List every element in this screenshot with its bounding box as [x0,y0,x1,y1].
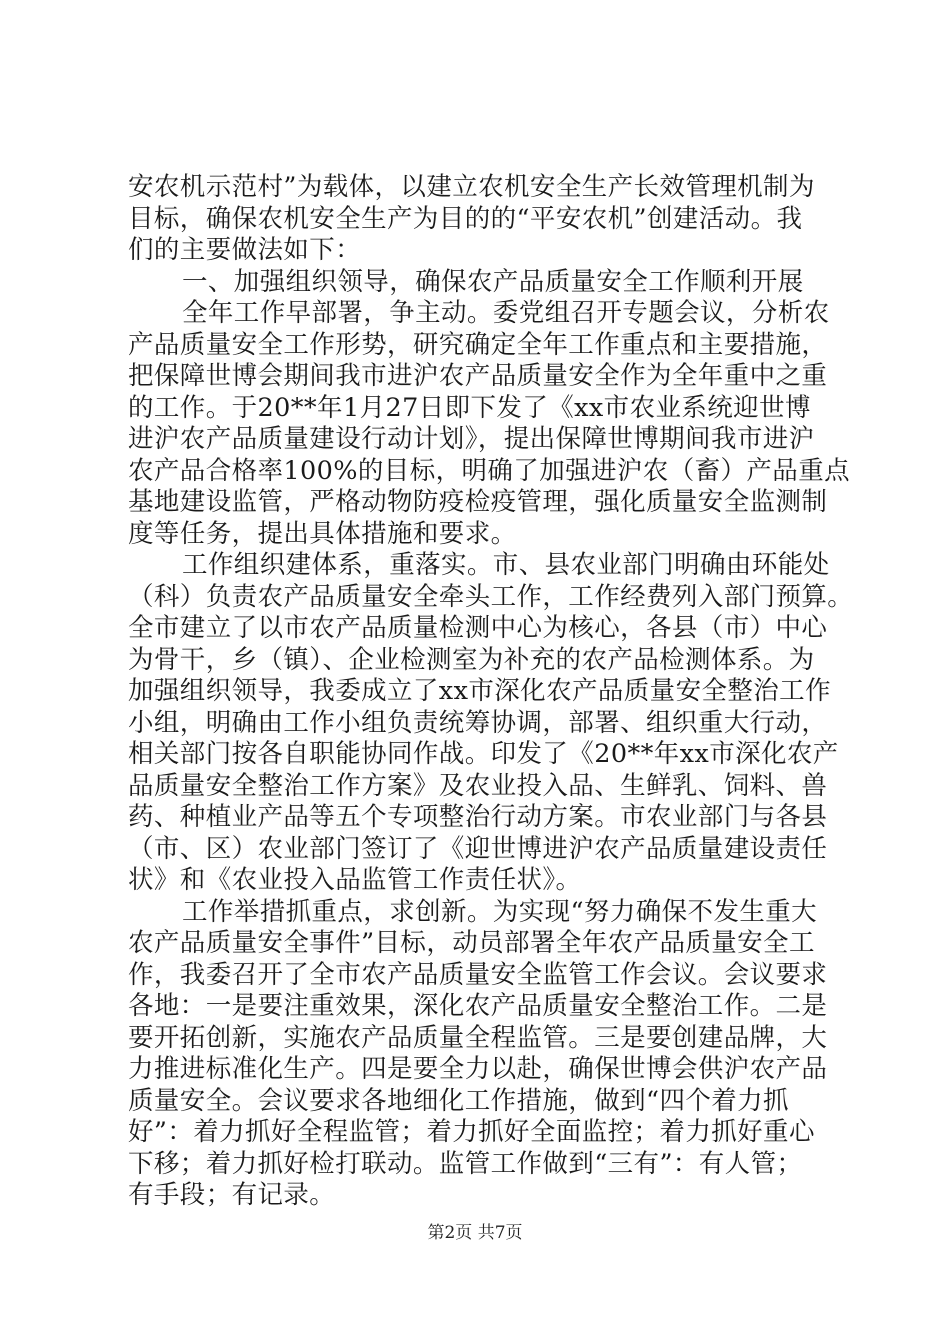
text-line: 度等任务，提出具体措施和要求。 [128,518,517,549]
text-line: 好”：着力抓好全程监管；着力抓好全面监控；着力抓好重心 [128,1117,815,1147]
text-line: 农产品合格率100%的目标，明确了加强进沪农（畜）产品重点 [128,455,851,486]
text-line: 状》和《农业投入品监管工作责任状》。 [128,865,582,895]
text-line: 基地建设监管，严格动物防疫检疫管理，强化质量安全监测制 [128,487,828,517]
text-line: 小组，明确由工作小组负责统筹协调，部署、组织重大行动， [128,707,828,738]
text-line: 有手段；有记录。 [128,1180,336,1210]
text-line: 品质量安全整治工作方案》及农业投入品、生鲜乳、饲料、兽 [128,770,828,801]
text-line: 产品质量安全工作形势，研究确定全年工作重点和主要措施， [128,329,828,360]
text-line: 药、种植业产品等五个专项整治行动方案。市农业部门与各县 [128,802,828,832]
text-line: 作，我委召开了全市农产品质量安全监管工作会议。会议要求 [128,959,828,990]
text-line: 力推进标准化生产。四是要全力以赴，确保世博会供沪农产品 [128,1054,828,1084]
text-line: 们的主要做法如下： [128,235,362,265]
text-line: （科）负责农产品质量安全牵头工作，工作经费列入部门预算。 [128,581,854,612]
text-line: 全市建立了以市农产品质量检测中心为核心，各县（市）中心 [128,613,828,643]
page-number-footer: 第2页 共7页 [427,1223,523,1243]
text-line: 进沪农产品质量建设行动计划》，提出保障世博期间我市进沪 [128,424,815,454]
paragraph-start: 工作举措抓重点，求创新。为实现“努力确保不发生重大 [182,896,818,927]
section-heading: 一、加强组织领导，确保农产品质量安全工作顺利开展 [182,266,804,297]
text-line: 为骨干，乡（镇）、企业检测室为补充的农产品检测体系。为 [128,644,815,675]
text-line: 的工作。于20**年1月27日即下发了《xx市农业系统迎世博 [128,392,811,423]
text-line: 下移；着力抓好检打联动。监管工作做到“三有”：有人管； [128,1148,803,1179]
text-line: 安农机示范村”为载体，以建立农机安全生产长效管理机制为 [128,172,815,202]
text-line: 农产品质量安全事件”目标，动员部署全年农产品质量安全工 [128,928,815,958]
document-body [128,172,854,1212]
text-line: 目标，确保农机安全生产为目的的“平安农机”创建活动。我 [128,203,803,234]
text-line: 把保障世博会期间我市进沪农产品质量安全作为全年重中之重 [128,361,828,391]
paragraph-start: 工作组织建体系，重落实。市、县农业部门明确由环能处 [182,550,830,580]
text-line: （市、区）农业部门签订了《迎世博进沪农产品质量建设责任 [128,833,828,864]
text-line: 相关部门按各自职能协同作战。印发了《20**年xx市深化农产 [128,739,839,769]
text-line: 各地：一是要注重效果，深化农产品质量安全整治工作。二是 [128,991,828,1021]
text-line: 要开拓创新，实施农产品质量全程监管。三是要创建品牌，大 [128,1022,828,1053]
paragraph-start: 全年工作早部署，争主动。委党组召开专题会议，分析农 [182,298,830,328]
text-line: 质量安全。会议要求各地细化工作措施，做到“四个着力抓 [128,1085,789,1116]
text-line: 加强组织领导，我委成立了xx市深化农产品质量安全整治工作 [128,676,831,706]
